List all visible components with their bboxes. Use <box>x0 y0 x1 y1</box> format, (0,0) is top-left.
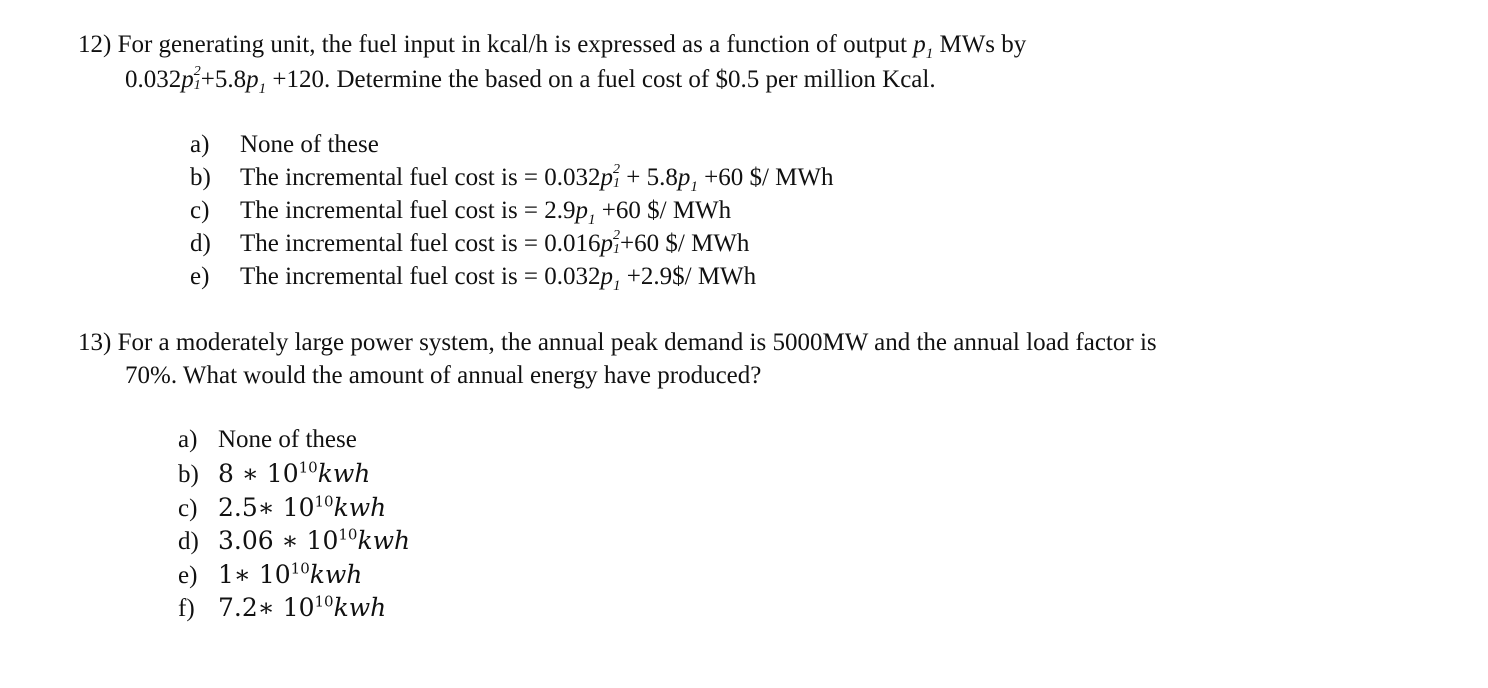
q13-text-line1: For a moderately large power system, the annual peak demand is 5000MW and the annual load factor is <box>117 329 1157 356</box>
q13-text-line2: 70%. What would the amount of annual energy have produced? <box>125 362 762 389</box>
q12-option-b[interactable]: b) The incremental fuel cost is = 0.032p 2 1 + $5.8p_1 +60$ $/ MWh <box>190 162 834 195</box>
q12-option-c[interactable]: c) The incremental fuel cost is = $2.9p_1 +60$ $/ MWh <box>190 197 732 228</box>
q13-line1 <box>78 328 1157 358</box>
q13-option-c[interactable]: c) 2.5∗ $10^{10}kwh$ <box>178 492 387 522</box>
q12-text-line1: For generating unit, the fuel input in kcal/h is expressed as a function of output <box>117 31 907 58</box>
q13-option-a[interactable]: a) None of these <box>178 426 357 453</box>
q12-option-a[interactable]: a) None of these <box>190 131 379 158</box>
q13-option-e[interactable]: e) 1∗ $10^{10}kwh$ <box>178 559 363 589</box>
q12-line1 <box>78 30 1026 60</box>
q13-option-d[interactable]: d) 3.06 ∗ $10^{10}kwh$ <box>178 525 411 555</box>
q13-line2 <box>125 361 761 391</box>
q13-option-f[interactable]: f) 7.2∗ $10^{10}kwh$ <box>178 592 387 622</box>
q12-option-e[interactable]: e) The incremental fuel cost is = $0.032p_1$ +2.9$/ MWh <box>190 263 757 294</box>
q13-option-b[interactable]: b) 8 ∗ $10^{10}kwh$ <box>178 458 371 488</box>
q12-number: 12) <box>78 31 112 58</box>
q12-text-line1-tail: MWs by <box>939 31 1027 58</box>
q12-var-p-squared: p 2 1 <box>181 64 201 94</box>
q12-line2: 0.032p 2 1 $+5.8p_1 +120$. Determine the based on a fuel cost of $0.5 per million Kcal. <box>125 64 936 97</box>
q13-number: 13) <box>78 329 112 356</box>
q12-var-p: $p_1$ <box>913 31 934 62</box>
q12-option-d[interactable]: d) The incremental fuel cost is = 0.016p 2 1 +60 $/ MWh <box>190 228 750 258</box>
